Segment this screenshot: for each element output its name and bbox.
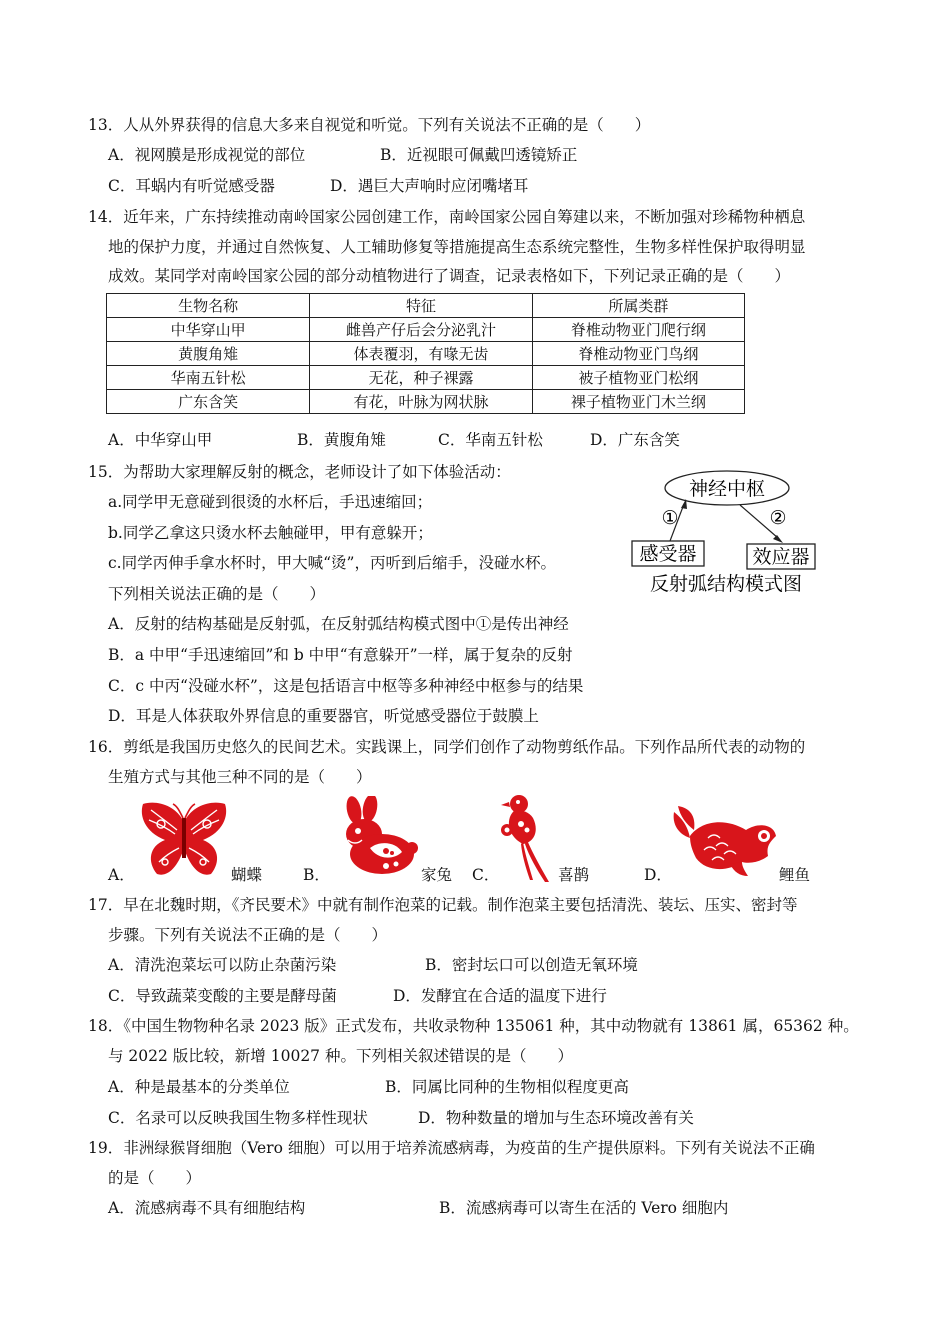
- q13-option-d: D．遇巨大声响时应闭嘴堵耳: [330, 177, 529, 195]
- q17-option-d: D．发酵宜在合适的温度下进行: [393, 987, 607, 1005]
- table-row: [107, 318, 745, 342]
- q19-stem-line2: 的是（ ）: [108, 1169, 202, 1187]
- reflex-arc-diagram: [628, 468, 820, 598]
- q14-option-b: B．黄腹角雉: [297, 431, 386, 449]
- table-cell: 脊椎动物亚门鸟纲: [532, 342, 744, 366]
- q19-option-a: A．流感病毒不具有细胞结构: [108, 1199, 306, 1217]
- carp-papercut-icon: [670, 802, 780, 878]
- butterfly-papercut-icon: [137, 800, 231, 880]
- q14-option-a: A．中华穿山甲: [108, 431, 213, 449]
- q13-option-a: A．视网膜是形成视觉的部位: [108, 146, 306, 164]
- table-row: [107, 366, 745, 390]
- q16-option-d-name: 鲤鱼: [779, 866, 811, 884]
- diagram-receptor-label: 感受器: [639, 543, 697, 565]
- diagram-caption: 反射弧结构模式图: [649, 573, 803, 595]
- table-header-cell: 所属类群: [532, 294, 744, 318]
- q16-stem-line1: 16．剪纸是我国历史悠久的民间艺术。实践课上，同学们创作了动物剪纸作品。下列作品所代表的动物的: [88, 738, 806, 756]
- q14-stem-line1: 14．近年来，广东持续推动南岭国家公园创建工作，南岭国家公园自筹建以来，不断加强对珍稀物种栖息: [88, 208, 806, 226]
- table-row: [107, 342, 745, 366]
- diagram-mark-2: ②: [769, 507, 787, 529]
- q19-stem-line1: 19．非洲绿猴肾细胞（Vero 细胞）可以用于培养流感病毒，为疫苗的生产提供原料。下列有关说法不正确: [88, 1139, 815, 1157]
- table-cell: 华南五针松: [107, 366, 310, 390]
- table-cell: 雌兽产仔后会分泌乳汁: [310, 318, 532, 342]
- q14-survey-table: [106, 293, 745, 414]
- q14-stem-line3: 成效。某同学对南岭国家公园的部分动植物进行了调查，记录表格如下，下列记录正确的是（ ）: [108, 267, 791, 285]
- table-cell: 无花，种子裸露: [310, 366, 532, 390]
- q18-option-d: D．物种数量的增加与生态环境改善有关: [418, 1109, 694, 1127]
- table-cell: 黄腹角雉: [107, 342, 310, 366]
- q18-option-a: A．种是最基本的分类单位: [108, 1078, 290, 1096]
- rabbit-papercut-icon: [326, 796, 418, 878]
- q17-stem-line2: 步骤。下列有关说法不正确的是（ ）: [108, 926, 388, 944]
- table-cell: 有花，叶脉为网状脉: [310, 390, 532, 414]
- q17-stem-line1: 17．早在北魏时期，《齐民要术》中就有制作泡菜的记载。制作泡菜主要包括清洗、装坛、压实、密封等: [88, 896, 798, 914]
- magpie-papercut-icon: [497, 792, 557, 884]
- q15-option-c: C．c 中丙“没碰水杯”，这是包括语言中枢等多种神经中枢参与的结果: [108, 677, 584, 695]
- q15-question: 下列相关说法正确的是（ ）: [108, 585, 326, 603]
- q17-option-c: C．导致蔬菜变酸的主要是酵母菌: [108, 987, 337, 1005]
- q16-option-a: A．: [108, 866, 135, 884]
- table-header-cell: 特征: [310, 294, 532, 318]
- table-cell: 脊椎动物亚门爬行纲: [532, 318, 744, 342]
- q19-option-b: B．流感病毒可以寄生在活的 Vero 细胞内: [439, 1199, 729, 1217]
- q16-option-b: B．: [303, 866, 330, 884]
- q15-option-b: B．a 中甲“手迅速缩回”和 b 中甲“有意躲开”一样，属于复杂的反射: [108, 646, 573, 664]
- q15-option-a: A．反射的结构基础是反射弧，在反射弧结构模式图中①是传出神经: [108, 615, 569, 633]
- q16-option-b-name: 家兔: [421, 866, 453, 884]
- q15-activity-b: b.同学乙拿这只烫水杯去触碰甲，甲有意躲开；: [108, 524, 433, 542]
- q14-stem-line2: 地的保护力度，并通过自然恢复、人工辅助修复等措施提高生态系统完整性，生物多样性保护取得明显: [108, 238, 806, 256]
- q17-option-b: B．密封坛口可以创造无氧环境: [425, 956, 638, 974]
- table-cell: 裸子植物亚门木兰纲: [532, 390, 744, 414]
- diagram-mark-1: ①: [661, 507, 679, 529]
- table-header-cell: 生物名称: [107, 294, 310, 318]
- q14-option-c: C．华南五针松: [438, 431, 543, 449]
- table-header-row: [107, 294, 745, 318]
- q16-option-c: C．: [472, 866, 500, 884]
- table-cell: 广东含笑: [107, 390, 310, 414]
- diagram-effector-label: 效应器: [752, 546, 810, 568]
- q16-option-a-name: 蝴蝶: [231, 866, 263, 884]
- q15-option-d: D．耳是人体获取外界信息的重要器官，听觉感受器位于鼓膜上: [108, 707, 539, 725]
- q18-option-c: C．名录可以反映我国生物多样性现状: [108, 1109, 368, 1127]
- q14-option-d: D．广东含笑: [590, 431, 680, 449]
- q18-stem-line2: 与 2022 版比较，新增 10027 种。下列相关叙述错误的是（ ）: [108, 1047, 573, 1065]
- q18-option-b: B．同属比同种的生物相似程度更高: [385, 1078, 629, 1096]
- q16-stem-line2: 生殖方式与其他三种不同的是（ ）: [108, 768, 372, 786]
- q18-stem-line1: 18．《中国生物物种名录 2023 版》正式发布，共收录物种 135061 种，其中动物就有 13861 属，65362 种。: [88, 1017, 859, 1035]
- table-row: [107, 390, 745, 414]
- diagram-center-label: 神经中枢: [688, 478, 766, 500]
- q13-option-c: C．耳蜗内有听觉感受器: [108, 177, 275, 195]
- q16-option-d: D．: [644, 866, 672, 884]
- table-cell: 被子植物亚门松纲: [532, 366, 744, 390]
- table-cell: 体表覆羽，有喙无齿: [310, 342, 532, 366]
- table-cell: 中华穿山甲: [107, 318, 310, 342]
- q15-activity-a: a.同学甲无意碰到很烫的水杯后，手迅速缩回；: [108, 493, 433, 511]
- q15-stem: 15．为帮助大家理解反射的概念，老师设计了如下体验活动：: [88, 463, 511, 481]
- q15-activity-c: c.同学丙伸手拿水杯时，甲大喊“烫”，丙听到后缩手，没碰水杯。: [108, 554, 556, 572]
- q13-stem: 13．人从外界获得的信息大多来自视觉和听觉。下列有关说法不正确的是（ ）: [88, 116, 651, 134]
- q17-option-a: A．清洗泡菜坛可以防止杂菌污染: [108, 956, 337, 974]
- q13-option-b: B．近视眼可佩戴凹透镜矫正: [380, 146, 578, 164]
- q16-option-c-name: 喜鹊: [558, 866, 590, 884]
